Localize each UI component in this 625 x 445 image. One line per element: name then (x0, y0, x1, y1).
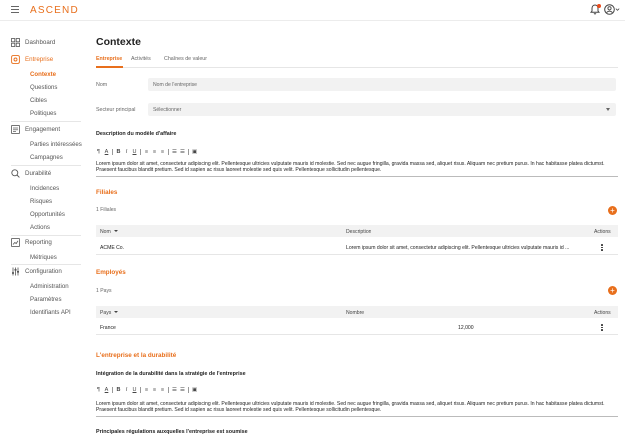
integration-line-1: Lorem ipsum dolor sit amet, consectetur adipiscing elit. Pellentesque ultricies vulputate mauris id molestie. Sed nec augue fringilla, gravida massa sed, aliquet risus. Aliquam nec pretium purus. In hac habitasse platea dictumst. (96, 401, 605, 407)
divider (11, 264, 81, 265)
durabilite-section-title: L'entreprise et la durabilité (96, 352, 177, 359)
building-icon (11, 55, 20, 64)
editor-border (96, 176, 618, 177)
regulations-heading: Principales régulations auxquelles l'entreprise est soumise (96, 429, 248, 435)
sort-arrow-icon (114, 311, 118, 313)
sidebar-item-label: Reporting (25, 239, 52, 246)
document-icon (11, 125, 20, 134)
employes-table-header (96, 306, 618, 318)
column-header-nombre: Nombre (346, 309, 365, 316)
toolbar-divider (168, 149, 169, 155)
nom-label: Nom (96, 82, 108, 88)
editor-border (96, 416, 618, 417)
employes-section-title: Employés (96, 269, 126, 276)
table-row[interactable] (96, 321, 618, 335)
sidebar-subitem-metriques[interactable]: Métriques (30, 254, 57, 261)
integration-editor[interactable] (96, 401, 618, 414)
align-right-icon[interactable]: ≡ (160, 387, 165, 393)
bold-icon[interactable]: B (116, 149, 121, 155)
align-left-icon[interactable]: ≡ (144, 387, 149, 393)
pays-cell: France (100, 324, 116, 331)
sidebar-subitem-campagnes[interactable]: Campagnes (30, 154, 63, 161)
text-color-icon[interactable]: A (104, 149, 109, 155)
sidebar-subitem-cibles[interactable]: Cibles (30, 97, 47, 104)
sort-arrow-icon (114, 230, 118, 232)
notification-badge (597, 4, 601, 8)
tab-entreprise[interactable]: Entreprise (96, 56, 123, 62)
filiale-description-cell: Lorem ipsum dolor sit amet, consectetur adipiscing elit. Pellentesque ultricies vulputate mauris id ... (346, 244, 570, 251)
secteur-select[interactable] (148, 103, 616, 116)
secteur-select-value: Sélectionner (153, 107, 182, 113)
description-heading: Description du modèle d'affaire (96, 131, 177, 137)
filiale-nom-cell: ACME Co. (100, 244, 125, 251)
align-right-icon[interactable]: ≡ (160, 149, 165, 155)
sidebar-subitem-incidences[interactable]: Incidences (30, 185, 60, 192)
sliders-icon (11, 267, 20, 276)
italic-icon[interactable]: I (125, 149, 128, 155)
toolbar-divider (140, 149, 141, 155)
sidebar-subitem-administration[interactable]: Administration (30, 283, 69, 290)
column-header-description: Description (346, 228, 372, 235)
plus-icon: + (610, 206, 615, 215)
magnifier-leaf-icon (11, 169, 20, 178)
toolbar-divider (188, 387, 189, 393)
sidebar-subitem-politiques[interactable]: Politiques (30, 110, 57, 117)
sidebar-item-label: Dashboard (25, 39, 56, 46)
toolbar-divider (188, 149, 189, 155)
secteur-label: Secteur principal (96, 107, 136, 113)
sidebar-subitem-contexte[interactable]: Contexte (30, 71, 57, 78)
text-color-icon[interactable]: A (104, 387, 109, 393)
bold-icon[interactable]: B (116, 387, 121, 393)
column-header-actions: Actions (594, 309, 611, 316)
rich-text-toolbar (96, 148, 197, 156)
align-center-icon[interactable]: ≡ (152, 149, 157, 155)
description-line-1: Lorem ipsum dolor sit amet, consectetur adipiscing elit. Pellentesque ultricies vulputate mauris id molestie. Sed nec augue fringilla, gravida massa sed, aliquet risus. Aliquam nec pretium purus. In hac habitasse platea dictumst. (96, 161, 605, 167)
table-row[interactable] (96, 241, 618, 255)
main-content (96, 21, 618, 445)
align-left-icon[interactable]: ≡ (144, 149, 149, 155)
nom-input[interactable]: Nom de l'entreprise (148, 78, 616, 91)
page-title: Contexte (96, 36, 141, 48)
employes-count: 1 Pays (96, 288, 112, 294)
divider (11, 235, 81, 236)
toolbar-divider (112, 387, 113, 393)
filiales-section-title: Filiales (96, 189, 118, 196)
sidebar-item-entreprise[interactable] (11, 55, 53, 64)
align-center-icon[interactable]: ≡ (152, 387, 157, 393)
sidebar-item-label: Configuration (25, 268, 62, 275)
sidebar-subitem-parametres[interactable]: Paramètres (30, 296, 62, 303)
rich-text-toolbar (96, 386, 197, 394)
add-filiale-button[interactable] (608, 206, 617, 215)
column-header-pays[interactable]: Pays (100, 310, 118, 316)
menu-icon[interactable] (11, 6, 19, 14)
divider (11, 121, 81, 122)
sidebar-subitem-questions[interactable]: Questions (30, 84, 58, 91)
sidebar-item-label: Entreprise (25, 56, 54, 63)
description-line-2: Praesent faucibus blandit pretium. Sed id sapien ac risus laoreet molestie sed quis velit. Pellentesque sollicitudin pellentesque. (96, 167, 382, 174)
sidebar-item-durabilite[interactable] (11, 169, 51, 178)
filiales-table-header (96, 225, 618, 237)
sidebar-subitem-opportunites[interactable]: Opportunités (30, 211, 65, 218)
sidebar-item-configuration[interactable] (11, 267, 62, 276)
column-header-actions: Actions (594, 228, 611, 235)
sidebar-item-label: Durabilité (25, 170, 52, 177)
bullet-list-icon[interactable]: ☰ (172, 387, 177, 393)
sidebar-subitem-risques[interactable]: Risques (30, 198, 53, 205)
user-avatar-icon (604, 4, 615, 15)
dropdown-arrow-icon (606, 108, 610, 111)
tab-activites[interactable]: Activités (131, 56, 151, 62)
toolbar-divider (112, 149, 113, 155)
sidebar-item-engagement[interactable] (11, 125, 60, 134)
numbered-list-icon[interactable]: ☰ (180, 149, 185, 155)
app-logo[interactable]: ASCEND (30, 5, 79, 16)
sidebar-subitem-identifiants-api[interactable]: Identifiants API (30, 309, 71, 316)
sidebar-item-dashboard[interactable] (11, 38, 55, 47)
sidebar-subitem-actions[interactable]: Actions (30, 224, 50, 231)
underline-icon[interactable]: U (132, 149, 137, 155)
chevron-down-icon (615, 7, 620, 12)
plus-icon: + (610, 286, 615, 295)
tab-chaines-de-valeur[interactable]: Chaînes de valeur (164, 56, 207, 62)
column-header-nom[interactable]: Nom (100, 229, 118, 235)
sidebar-subitem-parties-interessees[interactable]: Parties intéressées (30, 141, 82, 148)
toolbar-divider (140, 387, 141, 393)
italic-icon[interactable]: I (125, 387, 128, 393)
user-menu[interactable] (604, 4, 620, 15)
toolbar-divider (168, 387, 169, 393)
paragraph-icon[interactable]: ¶ (97, 149, 100, 155)
underline-icon[interactable]: U (132, 387, 137, 393)
filiales-count: 1 Filiales (96, 207, 117, 213)
image-icon[interactable]: ▣ (192, 387, 198, 393)
top-bar (0, 0, 625, 21)
integration-heading: Intégration de la durabilité dans la stratégie de l'entreprise (96, 371, 246, 377)
paragraph-icon[interactable]: ¶ (97, 387, 100, 393)
description-editor[interactable] (96, 161, 618, 174)
notification-bell-icon[interactable] (590, 4, 601, 16)
sidebar-item-label: Engagement (25, 126, 61, 133)
tab-bar (96, 54, 618, 68)
more-actions-icon[interactable] (601, 324, 603, 331)
bullet-list-icon[interactable]: ☰ (172, 149, 177, 155)
active-tab-indicator (96, 66, 123, 68)
divider (11, 165, 81, 166)
numbered-list-icon[interactable]: ☰ (180, 387, 185, 393)
add-pays-button[interactable] (608, 286, 617, 295)
integration-line-2: Praesent faucibus blandit pretium. Sed id sapien ac risus laoreet molestie sed quis velit. Pellentesque sollicitudin pellentesque. (96, 407, 382, 414)
image-icon[interactable]: ▣ (192, 149, 198, 155)
sidebar (0, 21, 86, 445)
chart-icon (11, 238, 20, 247)
nombre-cell: 12,000 (458, 324, 474, 331)
dashboard-icon (11, 38, 20, 47)
more-actions-icon[interactable] (601, 244, 603, 251)
sidebar-item-reporting[interactable] (11, 238, 52, 247)
